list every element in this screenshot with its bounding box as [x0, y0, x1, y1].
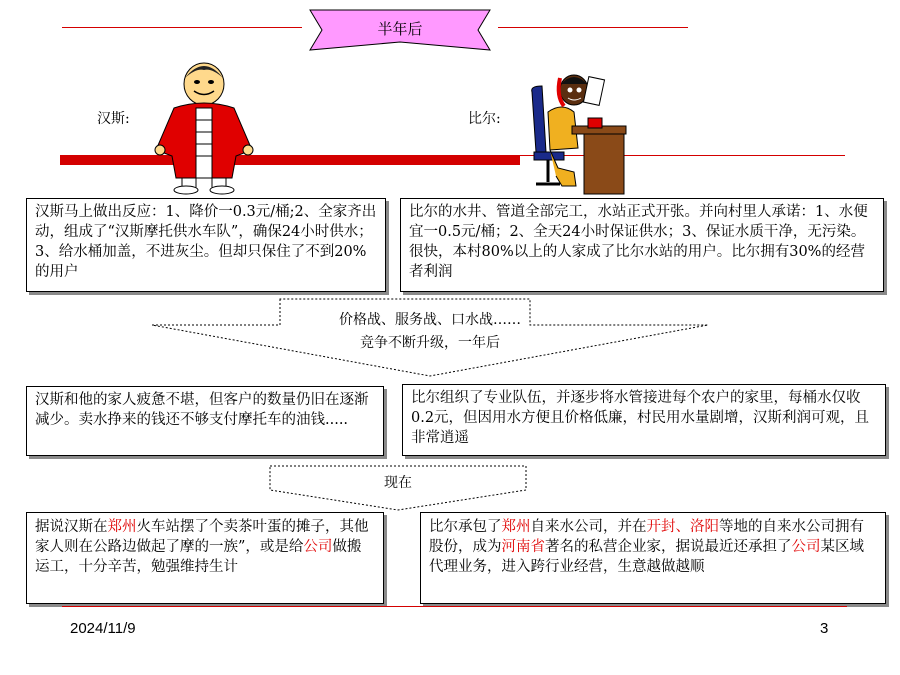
- top-rule-left: [62, 27, 302, 28]
- bill-launch-text: 比尔的水井、管道全部完工，水站正式开张。并向村里人承诺：1、水便宜一0.5元/桶；2、全天24小时保证供水；3、保证水质干净，无污染。很快，本村80%以上的人家成了比尔水站的用户。比尔拥有30%的经营者利润: [409, 204, 868, 280]
- bill-expansion-box: [402, 384, 886, 456]
- bill-label: 比尔:: [468, 111, 501, 127]
- red-divider-bar: [60, 155, 520, 165]
- hans-decline-text: 汉斯和他的家人疲惫不堪，但客户的数量仍旧在逐渐减少。卖水挣来的钱还不够支付摩托车的油钱.....: [35, 392, 369, 428]
- hans-reaction-text: 汉斯马上做出反应：1、降价一0.3元/桶;2、全家齐出动，组成了“汉斯摩托供水车队”，确保24小时供水；3、给水桶加盖，不进灰尘。但却只保住了不到20%的用户: [35, 204, 377, 280]
- hans-now-box: [26, 512, 384, 604]
- mid-arrow-line1: 价格战、服务战、口水战……: [339, 312, 521, 328]
- bill-now-link-company[interactable]: 公司: [791, 539, 821, 555]
- bill-now-text-3: 等地的自来水公司拥有股份，成为: [429, 519, 864, 555]
- hans-now-text-1: 据说汉斯在: [35, 519, 108, 535]
- hans-cartoon-figure: [152, 58, 258, 196]
- bill-launch-box: [400, 198, 884, 292]
- bill-cartoon-figure: [528, 56, 628, 196]
- bill-now-link-henan[interactable]: 河南省: [501, 539, 545, 555]
- bill-now-text-4: 著名的私营企业家，据说最近还承担了: [545, 539, 792, 555]
- hans-decline-box: [26, 386, 384, 456]
- bottom-rule: [62, 606, 847, 607]
- bill-now-box: [420, 512, 886, 604]
- bill-expansion-text: 比尔组织了专业队伍，并逐步将水管接进每个农户的家里，每桶水仅收0.2元，但因用水方便且价格低廉，村民用水量剧增，汉斯利润可观，且非常逍遥: [411, 390, 870, 446]
- hans-now-link-company[interactable]: 公司: [303, 539, 333, 555]
- bill-now-link-kaifeng-luoyang[interactable]: 开封、洛阳: [646, 519, 719, 535]
- mid-arrow-line2: 竞争不断升级，一年后: [360, 335, 500, 351]
- hans-reaction-box: [26, 198, 386, 292]
- hans-now-link-zhengzhou[interactable]: 郑州: [107, 519, 137, 535]
- hans-now-text-2: 火车站摆了个卖茶叶蛋的摊子，其他家人则在公路边做起了摩的一族”，或是给: [35, 519, 369, 555]
- hans-label: 汉斯:: [97, 111, 130, 127]
- bill-now-text-2: 自来水公司，并在: [530, 519, 647, 535]
- bill-now-text-1: 比尔承包了: [429, 519, 502, 535]
- page-number: 3: [820, 620, 829, 637]
- hans-now-text-3: 做搬运工，十分辛苦，勉强维持生计: [35, 539, 362, 575]
- top-rule-right: [498, 27, 688, 28]
- now-label: 现在: [384, 475, 412, 491]
- top-banner-text: 半年后: [377, 20, 423, 38]
- footer-date: 2024/11/9: [70, 620, 136, 637]
- bill-now-link-zhengzhou[interactable]: 郑州: [501, 519, 531, 535]
- bill-now-text-5: 某区域代理业务，进入跨行业经营，生意越做越顺: [429, 539, 864, 575]
